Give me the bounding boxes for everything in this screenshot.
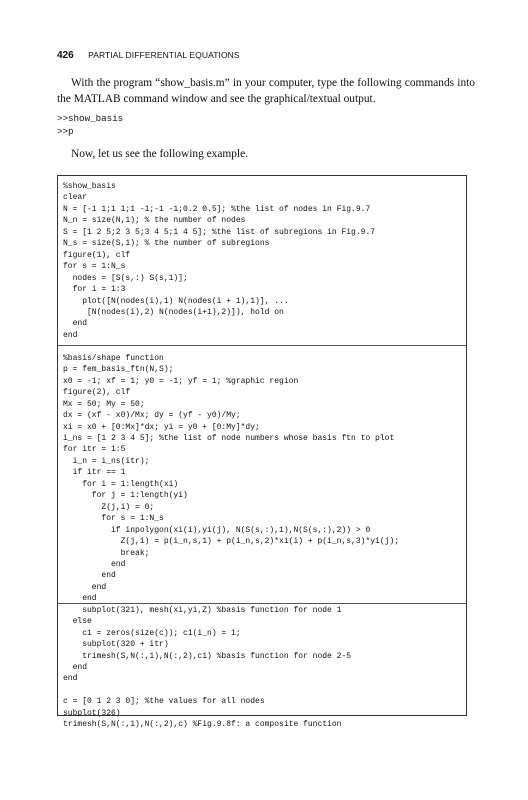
intro-paragraph: With the program “show_basis.m” in your computer, type the following commands into the MATLAB command window and see the graphical/textual output. xyxy=(57,77,475,105)
code-section-nodes: %show_basis clear N = [-1 1;1 1;1 -1;-1 -1;0.2 0.5]; %the list of nodes in Fig.9.7 N_n = size(N,1); % the number of nodes S = [1 2 5;2 3 5;3 4 5;1 4 5]; %the list of subregions in Fig.9.7 N_s = size(S,1); % the number of subregions figure(1), clf for s = 1:N_s nodes = [S(s,:) S(s,1)]; for i = 1:3 plot([N(nodes(i),1) N(nodes(i + 1),1)], ... [N(nodes(i),2) N(nodes(i+1),2)]), hold on end end xyxy=(63,182,376,340)
command-line: >>show_basis xyxy=(57,113,124,124)
code-separator xyxy=(58,603,466,604)
code-section-composite: c = [0 1 2 3 0]; %the values for all nodes subplot(326) trimesh(S,N(:,1),N(:,2),c) %Fig.9.8f: a composite function xyxy=(63,697,342,730)
code-section-basis: %basis/shape function p = fem_basis_ftn(N,S); x0 = -1; xf = 1; y0 = -1; yf = 1; %graphic region figure(2), clf Mx = 50; My = 50; dx = (xf - x0)/Mx; dy = (yf - y0)/My; xi = x0 + [0:Mx]*dx; yi = y0 + [0:My]*dy; i_ns = [1 2 3 4 5]; %the list of node numbers whose basis ftn to plot for itr = 1:5 i_n = i_ns(itr); if itr == 1 for i = 1:length(xi) for j = 1:length(yi) Z(j,i) = 0; for s = 1:N_s if inpolygon(xi(i),yi(j), N(S(s,:),1),N(S(s,:),2)) > 0 Z(j,i) = p(i_n,s,1) + p(i_n,s,2)*xi(i) + p(i_n,s,3)*yi(j); break; end end end end subplot(321), mesh(xi,yi,Z) %basis function for node 1 else c1 = zeros(size(c)); c1(i_n) = 1; subplot(320 + itr) trimesh(S,N(:,1),N(:,2),c1) %basis function for node 2-5 end end xyxy=(63,353,400,684)
example-paragraph: Now, let us see the following example. xyxy=(71,148,249,160)
page-number: 426 xyxy=(57,50,74,61)
running-title: PARTIAL DIFFERENTIAL EQUATIONS xyxy=(88,50,240,60)
code-listing xyxy=(63,181,399,731)
page-header xyxy=(57,50,240,61)
code-listing-box xyxy=(57,175,467,730)
command-list xyxy=(57,113,123,138)
code-separator xyxy=(58,345,466,346)
command-line: >>p xyxy=(57,125,74,137)
